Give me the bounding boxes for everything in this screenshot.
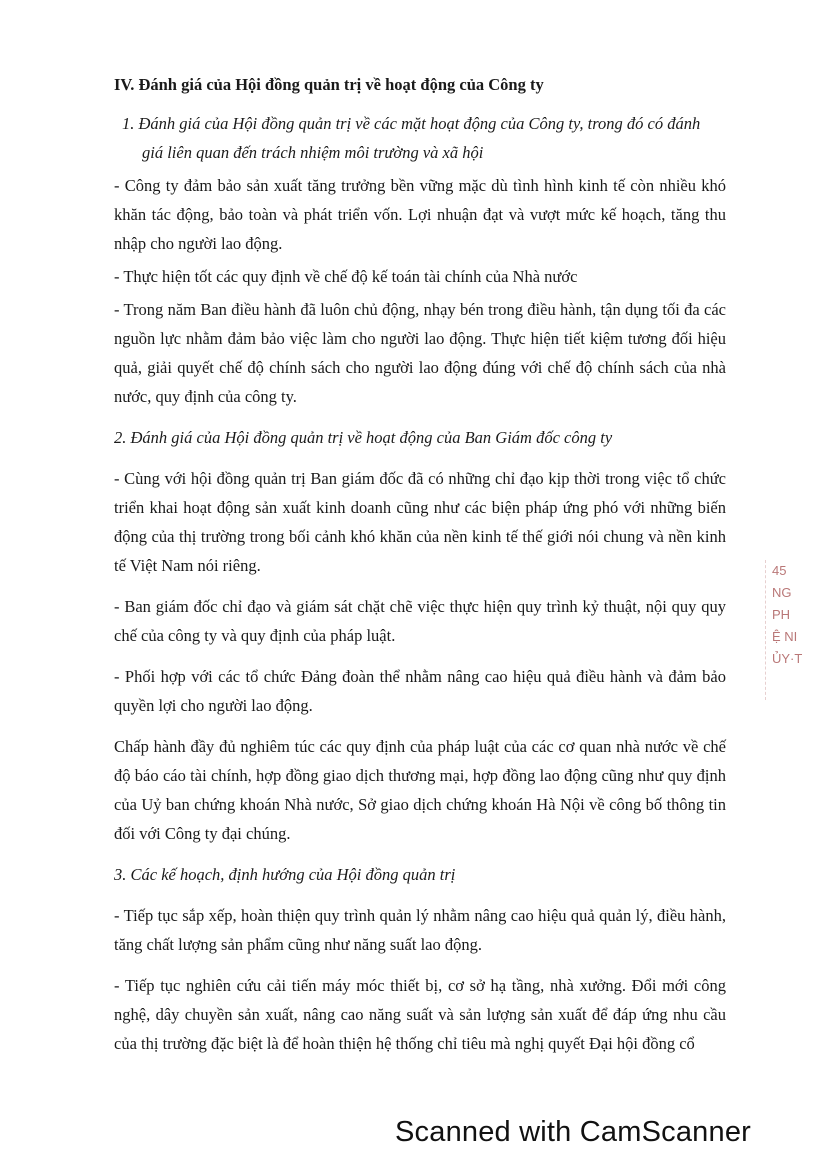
paragraph: - Công ty đảm bảo sản xuất tăng trưởng bền vững mặc dù tình hình kinh tế còn nhiều khó khăn tác động, bảo toàn và phát triển vốn. Lợi nhuận đạt và vượt mức kế hoạch, tăng thu nhập cho người lao động. [114,176,726,253]
paragraph: - Tiếp tục sắp xếp, hoàn thiện quy trình quản lý nhằm nâng cao hiệu quả quản lý, điều hành, tăng chất lượng sản phẩm cũng như năng suất lao động. [114,906,726,954]
section-heading: IV. Đánh giá của Hội đồng quản trị về hoạt động của Công ty [114,75,544,94]
subsection-1-title [114,109,726,167]
stamp-line: NG [772,585,792,600]
company-stamp-fragment [765,560,824,700]
camscanner-watermark: Scanned with CamScanner [395,1116,752,1148]
paragraph: - Thực hiện tốt các quy định về chế độ kế toán tài chính của Nhà nước [114,267,578,286]
subsection-1-title-line2: giá liên quan đến trách nhiệm môi trường và xã hội [142,143,484,162]
paragraph: - Tiếp tục nghiên cứu cải tiến máy móc thiết bị, cơ sở hạ tầng, nhà xưởng. Đổi mới công nghệ, dây chuyền sản xuất, nâng cao năng suất và sản lượng sản xuất để đáp ứng nhu cầu của thị trường đặc biệt là để hoàn thiện hệ thống chỉ tiêu mà nghị quyết Đại hội đồng cổ [114,976,726,1053]
paragraph: - Cùng với hội đồng quản trị Ban giám đốc đã có những chỉ đạo kịp thời trong việc tổ chức triển khai hoạt động sản xuất kinh doanh cũng như các biện pháp ứng phó với những biến động của thị trường trong bối cảnh khó khăn của nền kinh tế thế giới nói chung và nền kinh tế Việt Nam nói riêng. [114,469,726,575]
paragraph: Chấp hành đầy đủ nghiêm túc các quy định của pháp luật của các cơ quan nhà nước về chế độ báo cáo tài chính, hợp đồng giao dịch thương mại, hợp đồng lao động cũng như quy định của Uỷ ban chứng khoán Nhà nước, Sở giao dịch chứng khoán Hà Nội về công bố thông tin đối với Công ty đại chúng. [114,737,726,843]
stamp-line: 45 [772,563,787,578]
stamp-line: PH [772,607,791,622]
subsection-2-title: 2. Đánh giá của Hội đồng quản trị về hoạt động của Ban Giám đốc công ty [114,428,613,447]
subsection-3-title: 3. Các kế hoạch, định hướng của Hội đồng quản trị [114,865,456,884]
paragraph: - Phối hợp với các tổ chức Đảng đoàn thể nhằm nâng cao hiệu quả điều hành và đảm bảo quyền lợi cho người lao động. [114,667,726,715]
stamp-line: ỦY·T [772,651,803,666]
stamp-line: Ệ NI [772,629,798,644]
paragraph: - Trong năm Ban điều hành đã luôn chủ động, nhạy bén trong điều hành, tận dụng tối đa các nguồn lực nhằm đảm bảo việc làm cho người lao động. Thực hiện tiết kiệm tương đối hiệu quả, giải quyết chế độ chính sách cho người lao động đúng với chế độ chính sách của nhà nước, quy định của công ty. [114,300,726,406]
paragraph: - Ban giám đốc chỉ đạo và giám sát chặt chẽ việc thực hiện quy trình kỷ thuật, nội quy quy chế của công ty và quy định của pháp luật. [114,597,726,645]
document-body [114,70,726,1062]
subsection-1-title-line1: 1. Đánh giá của Hội đồng quản trị về các mặt hoạt động của Công ty, trong đó có đánh [122,114,701,133]
